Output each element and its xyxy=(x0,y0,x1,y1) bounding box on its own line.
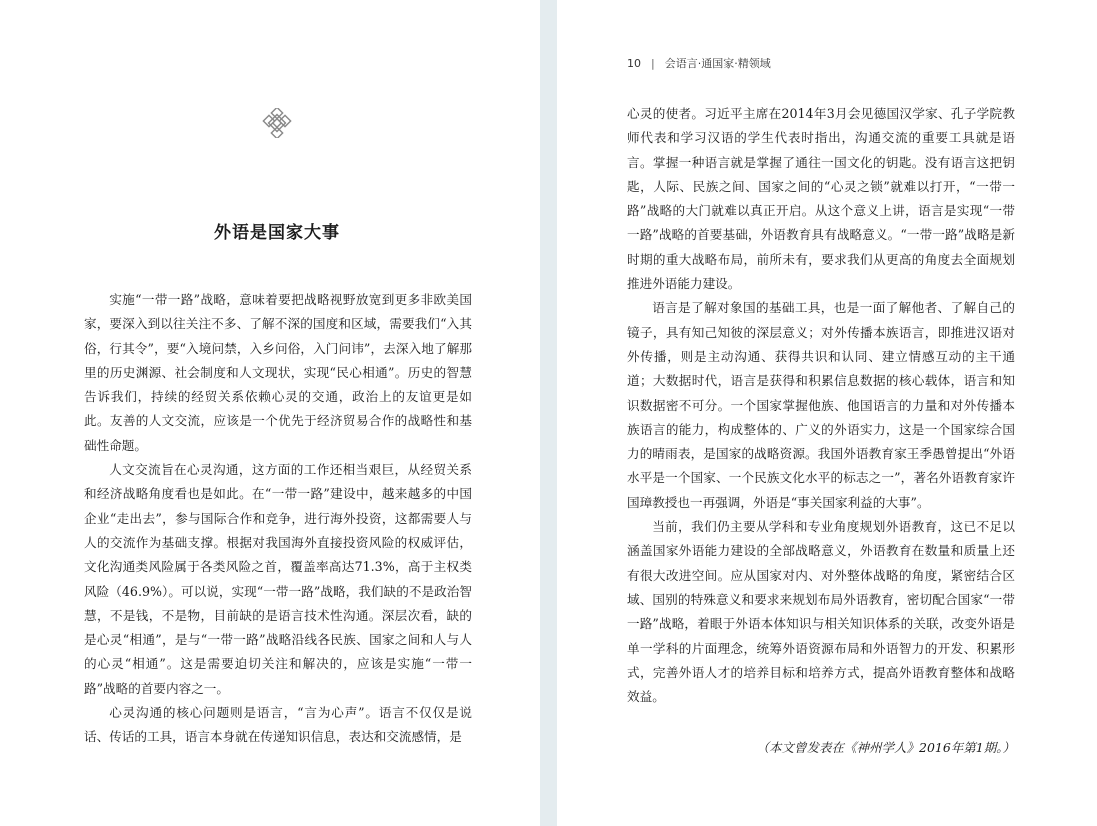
lattice-knot-icon xyxy=(262,108,292,138)
paragraph: 人文交流旨在心灵沟通，这方面的工作还相当艰巨，从经贸关系和经济战略角度看也是如此。在“一带一路”建设中，越来越多的中国企业“走出去”，参与国际合作和竞争，进行海外投资，这都需要人与人的交流作为基础支撑。根据对我国海外直接投资风险的权威评估，文化沟通类风险属于各类风险之首，覆盖率高达71.3%，高于主权类风险（46.9%）。可以说，实现“一带一路”战略，我们缺的不是政治智慧，不是钱，不是物，目前缺的是语言技术性沟通。深层次看，缺的是心灵“相通”，是与“一带一路”战略沿线各民族、国家之间和人与人的心灵“相通”。这是需要迫切关注和解决的，应该是实施“一带一路”战略的首要内容之一。 xyxy=(84,462,472,696)
running-header xyxy=(627,55,771,71)
chapter-title: 外语是国家大事 xyxy=(214,223,340,243)
paragraph: 实施“一带一路”战略，意味着要把战略视野放宽到更多非欧美国家，要深入到以往关注不多、了解不深的国度和区域，需要我们“入其俗，行其令”，要“入境问禁，入乡问俗，入门问讳”，去深入地了解那里的历史渊源、社会制度和人文现状，实现“民心相通”。历史的智慧告诉我们，持续的经贸关系依赖心灵的交通，政治上的友谊更是如此。友善的人文交流，应该是一个优先于经济贸易合作的战略性和基础性命题。 xyxy=(84,292,472,453)
left-page xyxy=(0,0,540,826)
source-note: （本文曾发表在《神州学人》2016年第1期。） xyxy=(756,740,1015,755)
page-number: 10 xyxy=(627,57,641,70)
header-separator: | xyxy=(651,57,655,70)
running-title: 会语言·通国家·精领域 xyxy=(664,57,771,70)
right-page xyxy=(557,0,1097,826)
paragraph: 心灵的使者。习近平主席在2014年3月会见德国汉学家、孔子学院教师代表和学习汉语的学生代表时指出，沟通交流的重要工具就是语言。掌握一种语言就是掌握了通往一国文化的钥匙。没有语言这把钥匙，人际、民族之间、国家之间的“心灵之锁”就难以打开，“一带一路”战略的大门就难以真正开启。从这个意义上讲，语言是实现“一带一路”战略的首要基础，外语教育具有战略意义。“一带一路”战略是新时期的重大战略布局，前所未有，要求我们从更高的角度去全面规划推进外语能力建设。 xyxy=(627,106,1015,292)
left-body-text xyxy=(84,288,472,750)
paragraph: 语言是了解对象国的基础工具，也是一面了解他者、了解自己的镜子，具有知己知彼的深层意义；对外传播本族语言，即推进汉语对外传播，则是主动沟通、获得共识和认同、建立情感互动的主干通道；大数据时代，语言是获得和积累信息数据的核心载体，语言和知识数据密不可分。一个国家掌握他族、他国语言的力量和对外传播本族语言的能力，构成整体的、广义的外语实力，这是一个国家综合国力的晴雨表，是国家的战略资源。我国外语教育家王季愚曾提出“外语水平是一个国家、一个民族文化水平的标志之一”，著名外语教育家许国璋教授也一再强调，外语是“事关国家利益的大事”。 xyxy=(627,300,1015,510)
right-body-text xyxy=(627,102,1015,709)
paragraph: 心灵沟通的核心问题则是语言，“言为心声”。语言不仅仅是说话、传话的工具，语言本身就在传递知识信息，表达和交流感情，是 xyxy=(84,705,472,745)
paragraph: 当前，我们仍主要从学科和专业角度规划外语教育，这已不足以涵盖国家外语能力建设的全部战略意义，外语教育在数量和质量上还有很大改进空间。应从国家对内、对外整体战略的角度，紧密结合区域、国别的特殊意义和要求来规划布局外语教育，密切配合国家“一带一路”战略，着眼于外语本体知识与相关知识体系的关联，改变外语是单一学科的片面理念，统筹外语资源布局和外语智力的开发、积累形式，完善外语人才的培养目标和培养方式，提高外语教育整体和战略效益。 xyxy=(627,519,1015,705)
